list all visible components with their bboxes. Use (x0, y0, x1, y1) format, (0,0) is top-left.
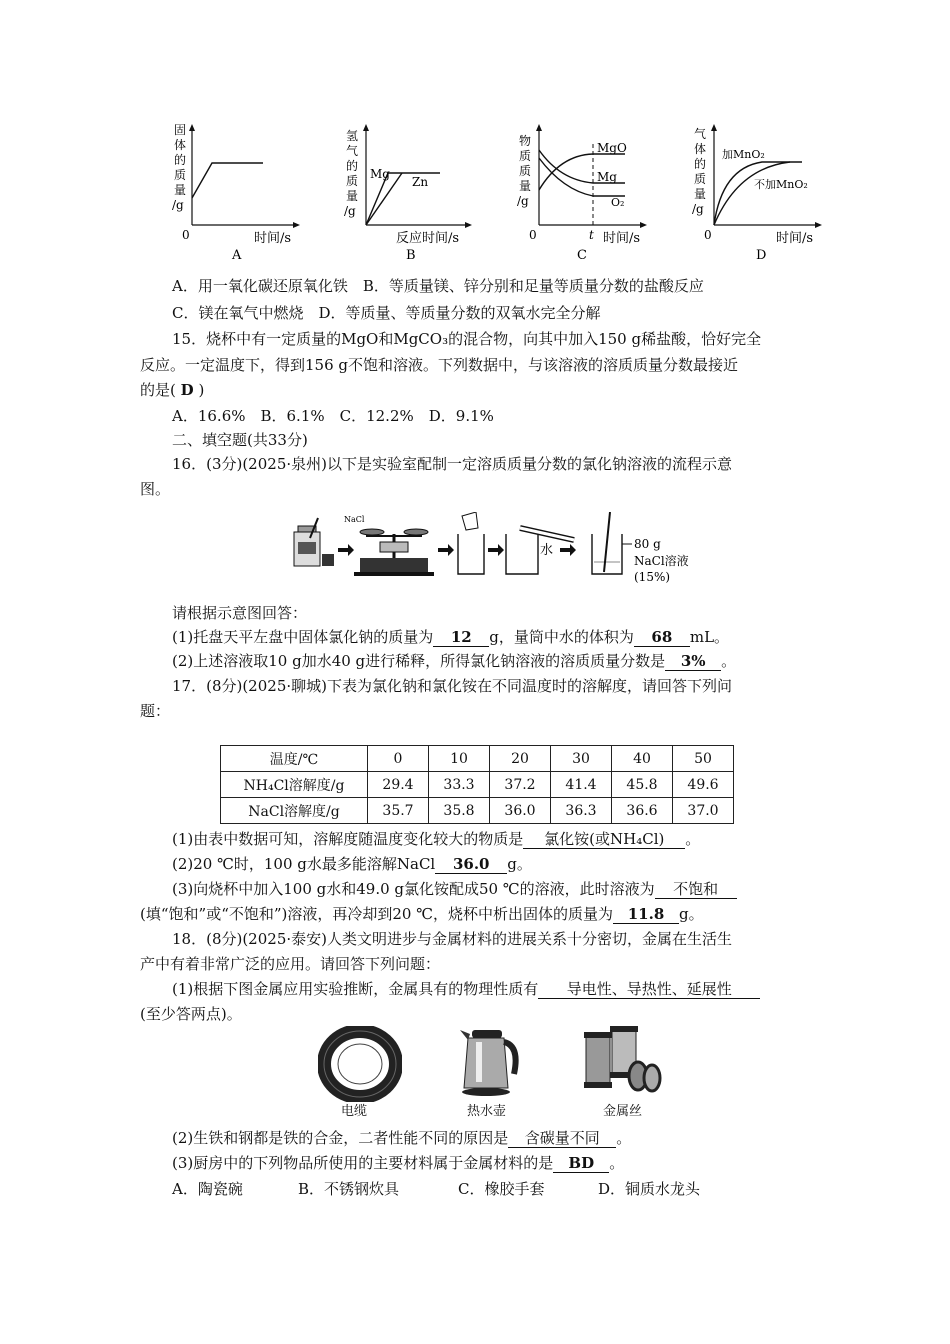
q18-part3: (3)厨房中的下列物品所使用的主要材料属于金属材料的是 BD 。 (172, 1154, 625, 1172)
q18-option-c: C．橡胶手套 (458, 1180, 545, 1198)
water-label: 水 (540, 543, 554, 558)
svg-text:物: 物 (519, 134, 532, 148)
q17-answer-2: 36.0 (435, 855, 507, 874)
svg-text:固: 固 (174, 123, 187, 137)
graph-d-mno2-label: 加MnO₂ (722, 148, 765, 161)
reagent-bottle-icon (294, 518, 334, 566)
svg-text:量: 量 (519, 179, 532, 193)
solubility-table (220, 745, 734, 824)
q16-flow-figure (288, 512, 698, 592)
q16-answer-volume: 68 (634, 628, 690, 647)
q14-options-ab: A．用一氧化碳还原氧化铁 B．等质量镁、锌分别和足量等质量分数的盐酸反应 (172, 277, 704, 295)
table-row: NaCl溶解度/g 35.7 35.8 36.0 36.3 36.6 37.0 (221, 798, 734, 824)
svg-text:质: 质 (519, 164, 532, 178)
svg-text:的: 的 (346, 159, 359, 173)
solution-mass-label: 80 g (634, 537, 661, 551)
q15-line2: 反应。一定温度下，得到156 g不饱和溶液。下列数据中，与该溶液的溶质质量分数最接近 (140, 356, 739, 374)
svg-text:/g: /g (344, 204, 356, 218)
q16-part1: (1)托盘天平左盘中固体氯化钠的质量为 12 g，量筒中水的体积为 68 mL。 (172, 628, 730, 646)
graph-b (340, 120, 490, 265)
q18-part1: (1)根据下图金属应用实验推断，金属具有的物理性质有 导电性、导热性、延展性 (172, 979, 760, 999)
graph-d-no-mno2-label: 不加MnO₂ (754, 178, 808, 191)
graph-a-origin: 0 (182, 228, 190, 242)
cable-caption: 电缆 (341, 1104, 368, 1119)
graph-b-zn-label: Zn (412, 175, 429, 189)
graph-d-origin: 0 (704, 228, 712, 242)
q15-line1: 15．烧杯中有一定质量的MgO和MgCO₃的混合物，向其中加入150 g稀盐酸，恰好完全 (172, 330, 762, 348)
q18-option-a: A．陶瓷碗 (172, 1180, 243, 1198)
q17-answer-4: 11.8 (613, 905, 679, 924)
q17-part1: (1)由表中数据可知，溶解度随温度变化较大的物质是 氯化铵(或NH₄Cl) 。 (172, 830, 701, 848)
q18-part2: (2)生铁和钢都是铁的合金，二者性能不同的原因是 含碳量不同 。 (172, 1129, 632, 1147)
q15-line3: 的是( D ) (140, 381, 205, 399)
q17-answer-1: 氯化铵(或NH₄Cl) (523, 830, 685, 849)
graph-a-ylabel (172, 123, 186, 212)
solution-percent-label: (15%) (634, 570, 671, 584)
q17-line1: 17．(8分)(2025·聊城)下表为氯化钠和氯化铵在不同温度时的溶解度，请回答下列问 (172, 677, 732, 695)
q18-part1-cont: (至少答两点)。 (140, 1005, 242, 1023)
svg-text:体: 体 (174, 138, 187, 152)
graph-c-origin: 0 (529, 228, 537, 242)
q17-answer-3: 不饱和 (655, 880, 737, 899)
graph-a-curve (192, 163, 263, 198)
graph-b-xlabel: 反应时间/s (396, 231, 460, 246)
q17-part2: (2)20 ℃时，100 g水最多能溶解NaCl 36.0 g。 (172, 855, 532, 873)
solution-name-label: NaCl溶液 (634, 554, 689, 568)
kettle-caption: 热水壶 (467, 1104, 507, 1119)
q16-part2: (2)上述溶液取10 g加水40 g进行稀释，所得氯化钠溶液的溶质质量分数是 3% 。 (172, 652, 737, 670)
graph-d-ylabel (692, 126, 706, 216)
q17-part3-cont: (填“饱和”或“不饱和”)溶液，再冷却到20 ℃，烧杯中析出固体的质量为 11.8 g。 (140, 905, 704, 923)
balance-nacl-label: NaCl (344, 515, 365, 524)
svg-text:/g: /g (517, 194, 529, 208)
q18-line1: 18．(8分)(2025·泰安)人类文明进步与金属材料的进展关系十分密切，金属在生活生 (172, 930, 732, 948)
graph-b-mg-label: Mg (370, 167, 390, 181)
svg-text:质: 质 (694, 172, 707, 186)
svg-text:量: 量 (346, 189, 359, 203)
q16-line1: 16．(3分)(2025·泉州)以下是实验室配制一定溶质质量分数的氯化钠溶液的流程示意 (172, 455, 732, 473)
svg-text:的: 的 (694, 157, 707, 171)
q17-line2: 题： (140, 702, 171, 720)
q18-answer-3: BD (553, 1154, 609, 1173)
cable-image (318, 1026, 402, 1102)
q18-options (172, 1179, 700, 1199)
graph-a-caption: A (232, 248, 242, 263)
q16-answer-mass: 12 (433, 628, 489, 647)
graph-c-ylabel (517, 133, 531, 208)
graph-c-t-label: t (589, 228, 594, 242)
q16-prompt: 请根据示意图回答： (172, 604, 308, 622)
svg-text:/g: /g (692, 202, 704, 216)
graph-b-caption: B (406, 248, 416, 263)
kettle-image (458, 1024, 522, 1096)
svg-text:质: 质 (519, 149, 532, 163)
svg-text:质: 质 (174, 168, 187, 182)
graph-d-xlabel: 时间/s (776, 231, 814, 246)
svg-text:量: 量 (694, 187, 707, 201)
svg-text:气: 气 (346, 144, 359, 158)
svg-text:质: 质 (346, 174, 359, 188)
wire-caption: 金属丝 (603, 1104, 643, 1119)
graph-c-caption: C (577, 248, 587, 263)
table-row: NH₄Cl溶解度/g 29.4 33.3 37.2 41.4 45.8 49.6 (221, 772, 734, 798)
q14-options-cd: C．镁在氧气中燃烧 D．等质量、等质量分数的双氧水完全分解 (172, 304, 601, 322)
solution-beaker-icon (592, 512, 689, 584)
q16-answer-percent: 3% (665, 652, 721, 671)
q15-options: A．16.6% B．6.1% C．12.2% D．9.1% (172, 407, 494, 425)
q18-answer-1: 导电性、导热性、延展性 (538, 980, 760, 999)
svg-text:/g: /g (172, 198, 184, 212)
wire-spools-image (582, 1024, 662, 1096)
beaker-icon (458, 512, 484, 574)
svg-text:量: 量 (174, 183, 187, 197)
q15-answer: D (180, 381, 194, 399)
q18-option-d: D．铜质水龙头 (598, 1180, 701, 1198)
q18-line2: 产中有着非常广泛的应用。请回答下列问题： (140, 955, 441, 973)
graph-c-mg-label: Mg (597, 170, 617, 184)
table-header-row: 温度/℃ 0 10 20 30 40 50 (221, 746, 734, 772)
q18-option-b: B．不锈钢炊具 (298, 1180, 400, 1198)
svg-text:的: 的 (174, 153, 187, 167)
svg-text:氢: 氢 (346, 129, 359, 143)
graph-d-no-mno2-curve (714, 162, 790, 225)
balance-icon (344, 515, 434, 576)
graph-b-ylabel (344, 129, 358, 218)
q16-line2: 图。 (140, 480, 171, 498)
graph-d-caption: D (756, 248, 767, 263)
graph-c-mgo-label: MgO (597, 141, 627, 155)
graph-d (690, 120, 845, 265)
q18-answer-2: 含碳量不同 (508, 1129, 616, 1148)
section-title: 二、填空题(共33分) (172, 431, 308, 449)
graph-a (168, 120, 318, 265)
q17-part3: (3)向烧杯中加入100 g水和49.0 g氯化铵配成50 ℃的溶液，此时溶液为 不饱和 (172, 879, 737, 899)
graph-a-xlabel: 时间/s (254, 231, 292, 246)
svg-text:气: 气 (694, 127, 707, 141)
svg-text:体: 体 (694, 142, 707, 156)
graph-c-o2-label: O₂ (611, 196, 625, 209)
graph-c-xlabel: 时间/s (603, 231, 641, 246)
graph-c (515, 120, 665, 265)
